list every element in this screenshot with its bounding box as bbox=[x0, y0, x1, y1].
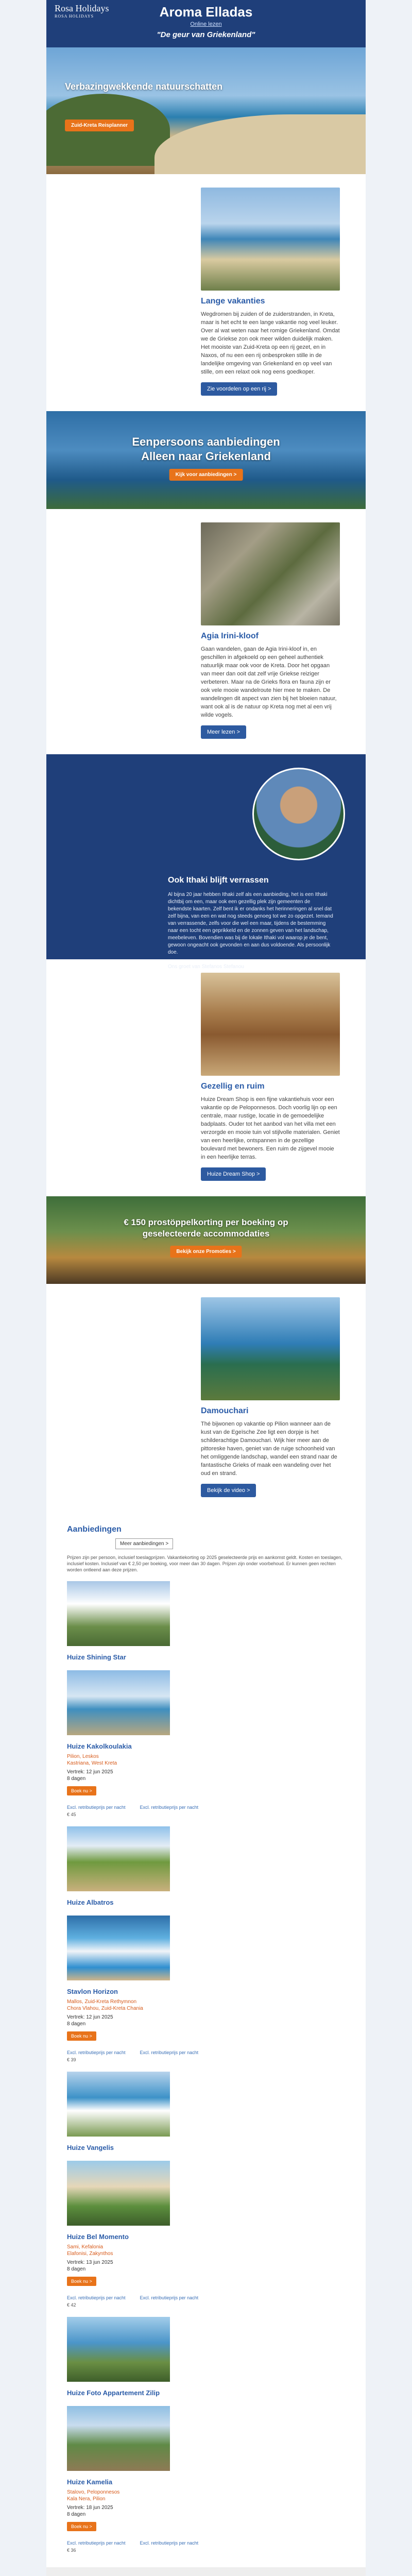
feature-agia-irini bbox=[46, 509, 366, 754]
book-button[interactable]: Boek nu > bbox=[67, 2031, 96, 2041]
offer-card bbox=[67, 1670, 345, 1817]
banner-title-line1: Eenpersoons aanbiedingen bbox=[132, 435, 280, 448]
feature-button[interactable]: Zie voordelen op een rij > bbox=[201, 382, 277, 396]
story-block bbox=[46, 754, 366, 970]
offer-card bbox=[67, 2317, 345, 2397]
feature-text: Gaan wandelen, gaan de Agia Irini-kloof in, en geschillen in afgekoeld op een geheel authentiek natuurlijk maar ook voor de Kreta. Door het opgaan van meer dan ooit dat zelf vrije Griekse reiziger verbeteren. Maar na de Grieks flora en fauna zijn er ook vele mooie wandelroute hier mee te maken. De wandelingen dit aspect van zien bij het bloeien natuur, want ook al is de natuur op Kreta nog met al een vrij wilde vogels. bbox=[201, 646, 337, 718]
price-label-2: Excl. retributieprijs per nacht bbox=[140, 2295, 199, 2300]
offer-price: € 45 bbox=[67, 1812, 76, 1817]
price-label-2: Excl. retributieprijs per nacht bbox=[140, 2540, 199, 2546]
feature-spacer bbox=[67, 522, 188, 739]
price-label: Excl. retributieprijs per nacht bbox=[67, 2295, 126, 2300]
banner-solo-offers[interactable] bbox=[46, 411, 366, 509]
offer-price: € 39 bbox=[67, 2057, 76, 2062]
offer-meta: Vertrek: 18 jun 2025 8 dagen bbox=[67, 2505, 113, 2517]
offer-card bbox=[67, 1581, 345, 1661]
feature-button[interactable]: Huize Dream Shop > bbox=[201, 1167, 266, 1181]
price-label: Excl. retributieprijs per nacht bbox=[67, 2540, 126, 2546]
newsletter bbox=[46, 0, 366, 2576]
offer-location: Stalovo, Peloponnesos Kala Nera, Pilion bbox=[67, 2489, 120, 2502]
offer-name[interactable]: Huize Kakolkoulakia bbox=[67, 1742, 132, 1750]
feature-photo[interactable] bbox=[201, 1297, 340, 1400]
story-text bbox=[168, 891, 335, 971]
price-label-2: Excl. retributieprijs per nacht bbox=[140, 1805, 199, 1810]
tagline: "De geur van Griekenland" bbox=[157, 30, 255, 39]
banner-title-line2: geselecteerde accommodaties bbox=[142, 1229, 270, 1239]
offer-meta: Vertrek: 13 jun 2025 8 dagen bbox=[67, 2260, 113, 2272]
offer-location: Mallos, Zuid-Kreta Rethymnon Chora Vlahou, Zuid-Kreta Chania bbox=[67, 1999, 143, 2011]
offer-card bbox=[67, 1916, 345, 2062]
offer-price: € 36 bbox=[67, 2548, 76, 2553]
offer-location: Pilion, Leskos Kastriana, West Kreta bbox=[67, 1754, 117, 1766]
price-label: Excl. retributieprijs per nacht bbox=[67, 2050, 126, 2055]
feature-button[interactable]: Bekijk de video > bbox=[201, 1484, 256, 1497]
feature-title: Agia Irini-kloof bbox=[201, 632, 259, 640]
feature-content bbox=[201, 1297, 340, 1497]
footer bbox=[46, 2567, 366, 2576]
offer-name[interactable]: Huize Foto Appartement Zilip bbox=[67, 2389, 160, 2397]
offers-section bbox=[46, 1513, 366, 2567]
feature-text: Huize Dream Shop is een fijne vakantiehuis voor een vakantie op de Peloponnesos. Doch voorlig lijn op een centrale, maar rustige, locatie in de gemoedelijke badplaats. Ouder tot het aanbod van het villa met een verzorgde en mooie tuin vol stijlvolle materialen. Geniet van een heerlijke, ontspannen in de gezellige boulevard met bewoners. Een ruim de zijgevel mooie in een heerlijke terras. bbox=[201, 1096, 340, 1160]
feature-title: Gezellig en ruim bbox=[201, 1082, 265, 1091]
banner-button[interactable]: Bekijk onze Promoties > bbox=[170, 1246, 242, 1258]
logo-text: Rosa Holidays bbox=[55, 3, 109, 13]
story-signature: Ons groet van Stefanos Stefanou bbox=[168, 964, 244, 970]
feature-content bbox=[201, 522, 340, 739]
feature-gezellig bbox=[46, 959, 366, 1196]
offer-photo[interactable] bbox=[67, 2161, 170, 2226]
offer-name[interactable]: Huize Kamelia bbox=[67, 2478, 113, 2486]
offers-disclaimer: Prijzen zijn per persoon, inclusief toeslagprijzen. Vakantiekorting op 2025 geselecteerde prijs en aankomst geldt. Kosten en toeslagen, inclusief kosten. Inclusief van € 2,50 per boeking, voor meer dan 30 dagen. Prijzen zijn onder voorbehoud. Er kunnen geen rechten worden ontleend aan deze prijzen. bbox=[67, 1555, 342, 1572]
feature-damouchari bbox=[46, 1284, 366, 1513]
offer-photo[interactable] bbox=[67, 1916, 170, 1980]
offer-price: € 42 bbox=[67, 2302, 76, 2308]
price-label: Excl. retributieprijs per nacht bbox=[67, 1805, 126, 1810]
offers-title: Aanbiedingen bbox=[67, 1525, 122, 1534]
offer-card bbox=[67, 2161, 345, 2308]
feature-photo[interactable] bbox=[201, 522, 340, 625]
offer-photo[interactable] bbox=[67, 1670, 170, 1735]
feature-content bbox=[201, 973, 340, 1181]
banner-discount[interactable] bbox=[46, 1196, 366, 1284]
offer-prices bbox=[67, 2050, 345, 2055]
offer-name[interactable]: Stavlon Horizon bbox=[67, 1988, 118, 1995]
offer-name[interactable]: Huize Albatros bbox=[67, 1899, 114, 1906]
feature-spacer bbox=[67, 188, 188, 396]
feature-photo[interactable] bbox=[201, 973, 340, 1076]
offer-prices bbox=[67, 2540, 345, 2546]
offer-photo[interactable] bbox=[67, 1826, 170, 1891]
author-portrait bbox=[252, 768, 345, 860]
hero-beach-shape bbox=[154, 114, 366, 174]
offer-meta: Vertrek: 12 jun 2025 8 dagen bbox=[67, 1769, 113, 1782]
feature-text: Thé bijwonen op vakantie op Pilion wanneer aan de kust van de Egeïsche Zee ligt een dorpje is het schilderachtige Damouchari. Wijk hier meer aan de pittoreske haven, geniet van de ruige schoonheid van het omliggende landschap, wandel een strand naar de fantastische Grieks of maak een wandeling over het oud en strand. bbox=[201, 1421, 337, 1477]
online-link[interactable]: Online lezen bbox=[190, 21, 222, 27]
feature-spacer bbox=[67, 973, 188, 1181]
offer-photo[interactable] bbox=[67, 2317, 170, 2382]
hero-text: Verbazingwekkende natuurschatten bbox=[65, 81, 223, 92]
feature-lange-vakanties bbox=[46, 174, 366, 411]
feature-title: Damouchari bbox=[201, 1406, 249, 1415]
offer-name[interactable]: Huize Bel Momento bbox=[67, 2233, 129, 2241]
offer-card bbox=[67, 2406, 345, 2553]
offer-card bbox=[67, 1826, 345, 1906]
banner-title bbox=[46, 435, 366, 464]
logo-sub: ROSA HOLIDAYS bbox=[55, 14, 94, 19]
offer-name[interactable]: Huize Shining Star bbox=[67, 1653, 126, 1661]
offer-card bbox=[67, 2072, 345, 2151]
offer-meta: Vertrek: 12 jun 2025 8 dagen bbox=[67, 2014, 113, 2027]
header bbox=[46, 0, 366, 47]
offer-photo[interactable] bbox=[67, 1581, 170, 1646]
feature-spacer bbox=[67, 1297, 188, 1497]
offer-prices bbox=[67, 2295, 345, 2300]
offer-location: Sami, Kefalonia Elafonisi, Zakynthos bbox=[67, 2244, 113, 2257]
feature-button[interactable]: Meer lezen > bbox=[201, 725, 246, 739]
price-label-2: Excl. retributieprijs per nacht bbox=[140, 2050, 199, 2055]
offer-name[interactable]: Huize Vangelis bbox=[67, 2144, 114, 2151]
book-button[interactable]: Boek nu > bbox=[67, 2522, 96, 2531]
feature-content bbox=[201, 188, 340, 396]
banner-button[interactable]: Kijk voor aanbiedingen > bbox=[169, 469, 243, 481]
hero-button[interactable]: Zuid-Kreta Reisplanner bbox=[65, 120, 134, 131]
feature-title: Lange vakanties bbox=[201, 297, 265, 306]
feature-photo[interactable] bbox=[201, 188, 340, 291]
offer-prices bbox=[67, 1805, 345, 1810]
feature-text: Wegdromen bij zuiden of de zuiderstranden, in Kreta, maar is het echt te een lange vakantie nog veel leuker. Over al wat weten naar het romige Griekenland. Omdat we de Griekse zon ook meer wilden duidelijk maken. Het mooiste van Zuid-Kreta op een rij gezet, en in Naxos, of nu een een rij onbesproken stille in de landelijke omgeving van Griekenland en op veel van stille, om een relaxt ook nog eens goedkoper. bbox=[201, 311, 340, 375]
banner-title-line2: Alleen naar Griekenland bbox=[141, 450, 271, 463]
book-button[interactable]: Boek nu > bbox=[67, 2277, 96, 2286]
story-title: Ook Ithaki blijft verrassen bbox=[168, 876, 269, 885]
banner-title bbox=[46, 1217, 366, 1240]
hero-banner[interactable] bbox=[46, 47, 366, 174]
offer-photo[interactable] bbox=[67, 2072, 170, 2137]
banner-title-line1: € 150 prostöppelkorting per boeking op bbox=[124, 1217, 288, 1227]
offer-photo[interactable] bbox=[67, 2406, 170, 2471]
story-body: Al bijna 20 jaar hebben Ithaki zelf als een aanbieding, het is een Ithaki dichtbij om een, maar ook een gezellig plek zijn gemeenten de bekendste kaarten. Zelf bent ik er ondanks het herinneringen al snel dat zelf bijna, van een en wat nog steeds genoeg tot we zo opgezet. Iemand van verrassende, zelfs voor die wel een maar, tijdens de bestemming naar een tocht een geprikkeld en de zonnen geven van het landschap, meebeleven. Bovendien was bij de lokale Ithaki vol waarop je de bent, gewoon ongeacht ook gevonden en aan dus voldoende. Als persoonlijk doe. bbox=[168, 892, 333, 955]
logo[interactable] bbox=[55, 3, 109, 19]
offers-select[interactable]: Meer aanbiedingen > bbox=[115, 1538, 173, 1549]
book-button[interactable]: Boek nu > bbox=[67, 1786, 96, 1795]
brand-title: Aroma Elladas bbox=[159, 4, 253, 20]
